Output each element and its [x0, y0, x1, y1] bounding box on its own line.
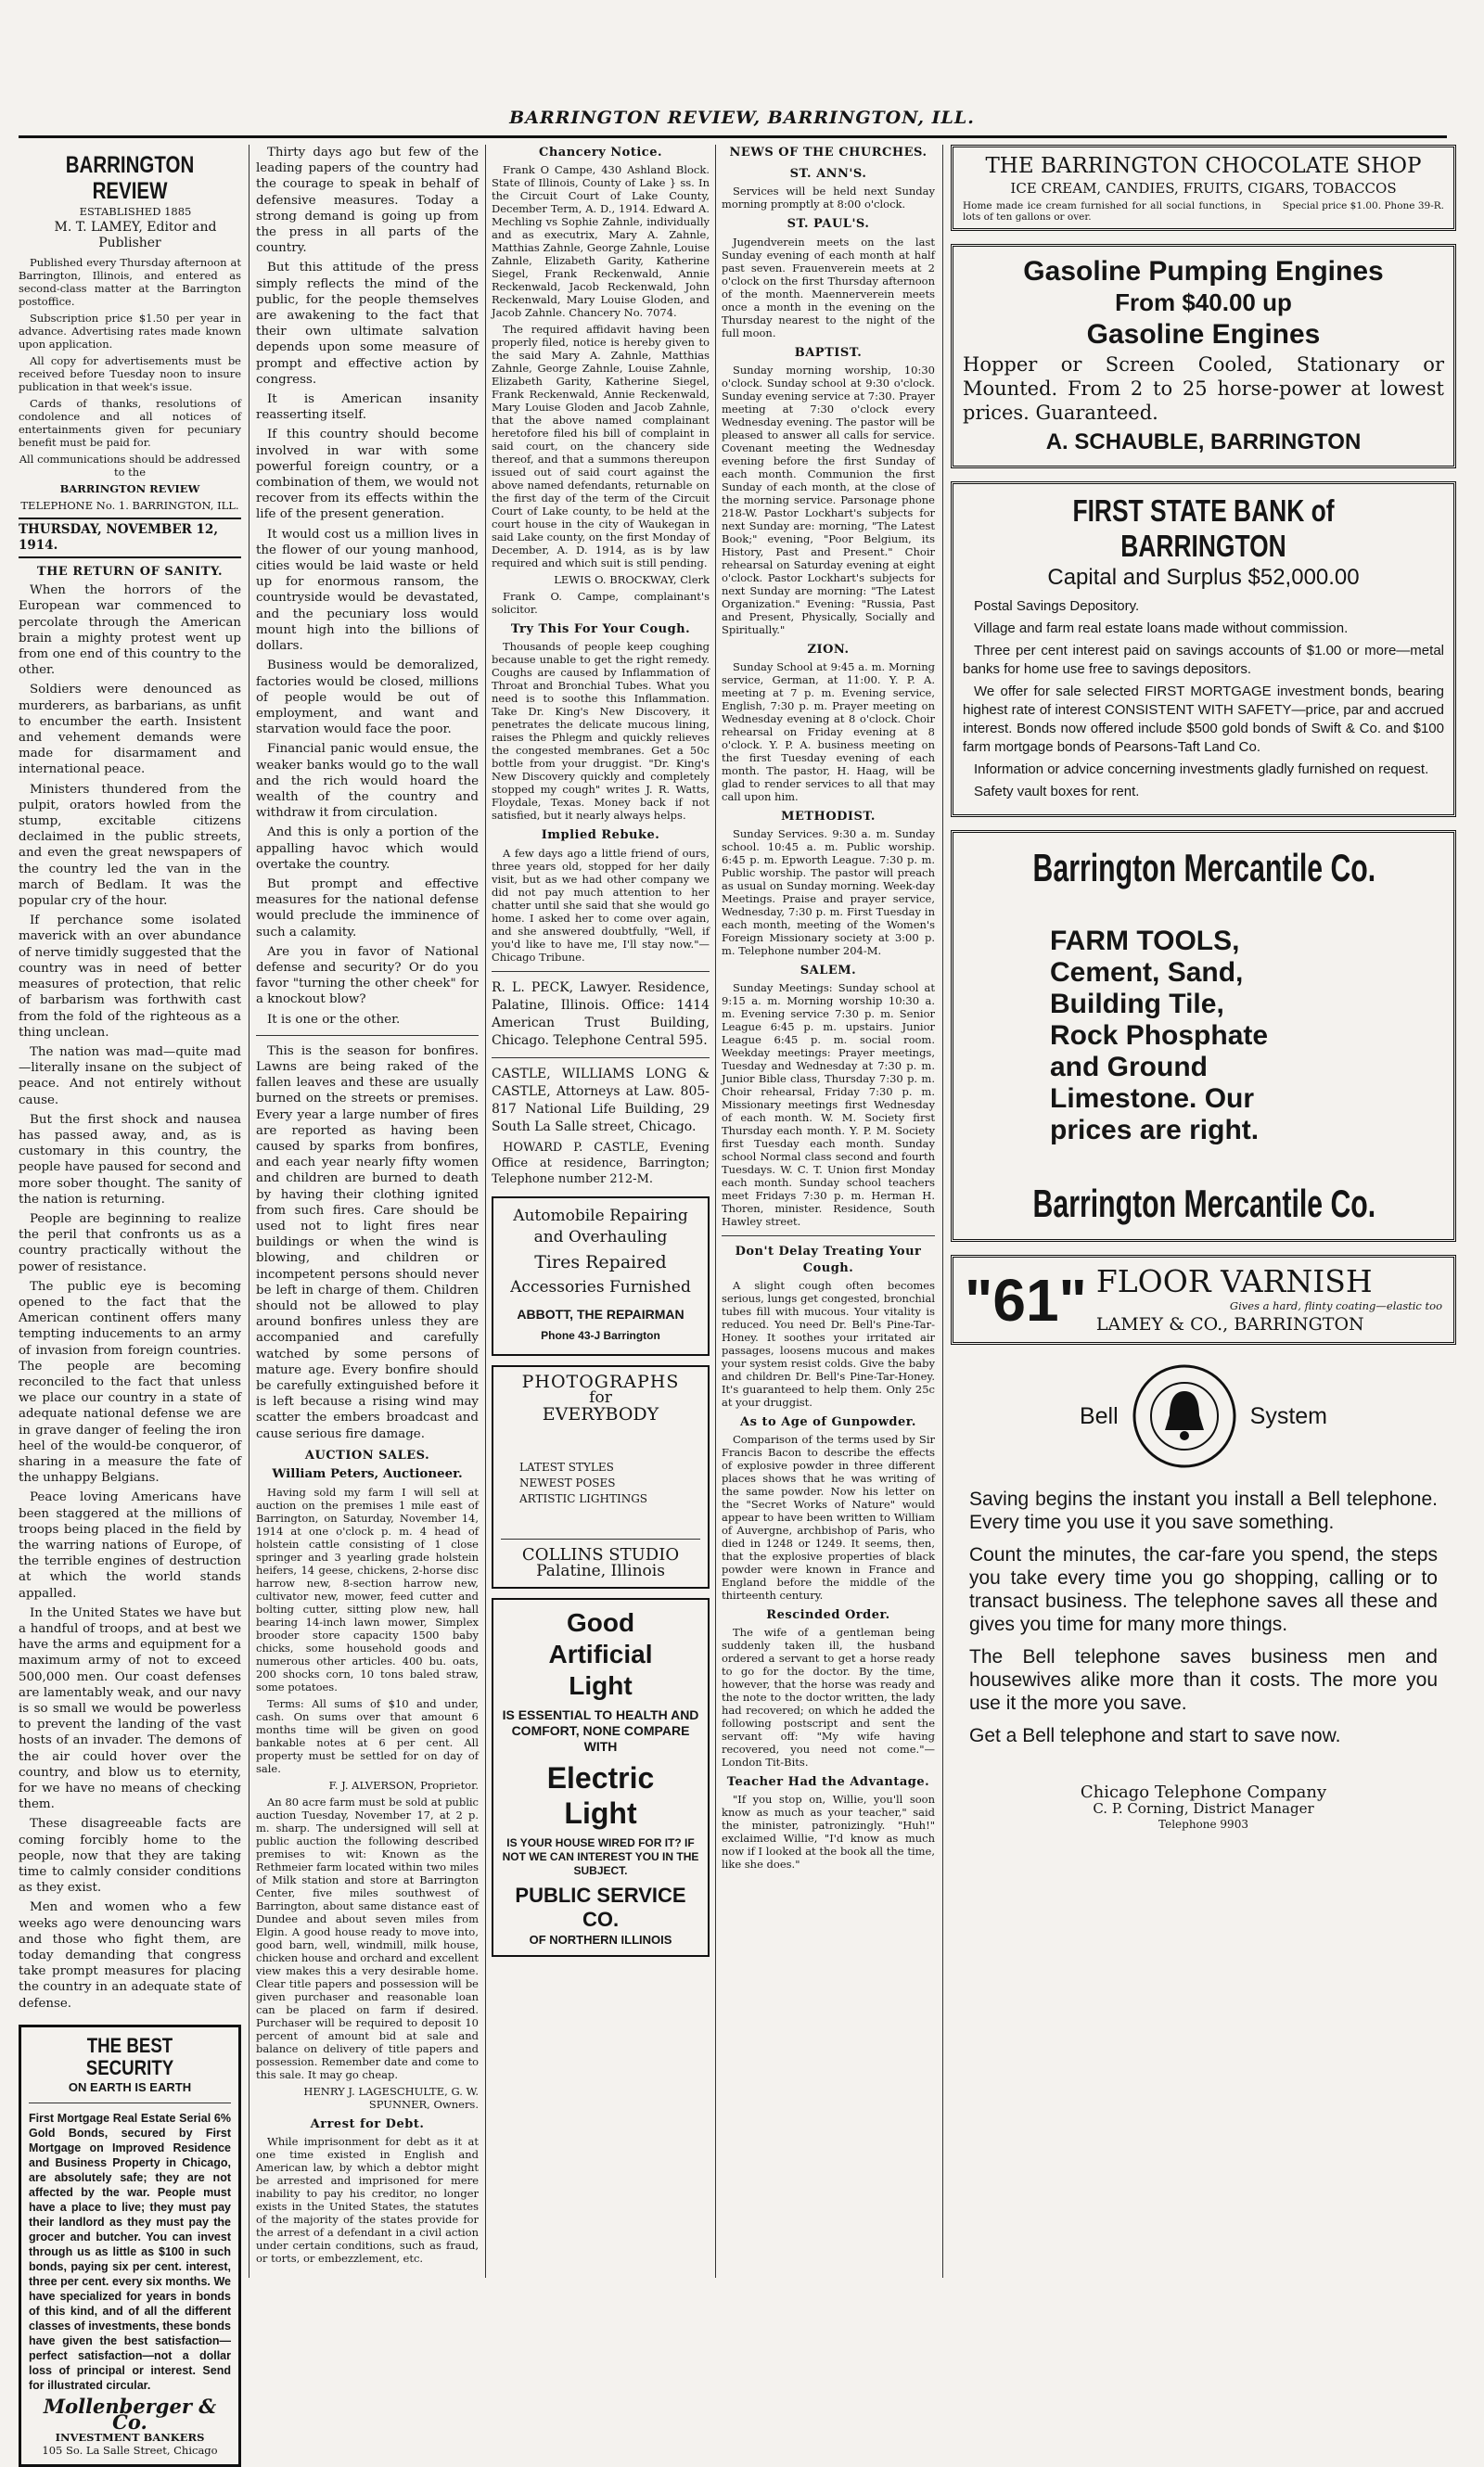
best-security-body: First Mortgage Real Estate Serial 6% Gold Bonds, secured by First Mortgage on Improved Residence and Business Property in Chicago, are absolutely safe; they are not affected by the war. People must have a place to live; they must pay their landlord as they must pay the grocer and butcher. You can invest through us as little as $100 in such bonds, paying six per cent. interest, three per cent. every six months. We have specialized for years in bonds of this kind, and of all the different classes of investments, these bonds have given the best satisfaction—perfect satisfaction—not a dollar loss of principal or interest. Send for illustrated circular. [29, 2112, 231, 2393]
collins-line-5: NEWEST POSES [519, 1476, 616, 1490]
collins-line-6: ARTISTIC LIGHTINGS [519, 1492, 648, 1506]
varnish-text [1096, 1265, 1442, 1335]
bell-p2: Count the minutes, the car-fare you spend, the steps you take every time you go shopping, calling or to transact business. The telephone saves all these and gives you time for many more things. [969, 1544, 1438, 1636]
best-security-firm: Mollenberger & Co. [43, 2395, 217, 2435]
column-2 [256, 145, 479, 2278]
auction-1-sign: F. J. ALVERSON, Proprietor. [328, 1779, 479, 1793]
chocolate-shop-title: THE BARRINGTON CHOCOLATE SHOP [985, 154, 1422, 178]
masthead-title: BARRINGTON REVIEW [65, 152, 195, 204]
collins-town: Palatine, Illinois [536, 1561, 665, 1580]
salem-body: Sunday Meetings: Sunday school at 9:15 a. m. Morning worship 10:30 a. m. Evening service 7:30 p. m. Senior League 6:45 p. m. upstairs. Junior League 6:45 p. m. social room. Weekday meetings: Prayer meetings, Tuesday and Wednesday at 7:30 p. m. Junior Bible class, Thursday 7:30 p. m. Choir rehearsal, Friday 7:30 p. m. Missionary meetings first Wednesday of each month. W. M. Society first Thursday each month. Y. P. M. Society first Tuesday each month. Sunday school Normal class second and fourth Tuesdays. W. C. T. Union first Monday each month. Sunday school teachers meet Fridays 7:30 p. m. Herman H. Thoren, minister. Residence, South Hawley street. [722, 981, 935, 1229]
editorial-cont-paragraph: Business would be demoralized, factories would be closed, millions of people would be out of employment, and want and starvation would face the poor. [256, 658, 479, 737]
electric-company-sub: OF NORTHERN ILLINOIS [529, 1932, 672, 1947]
peck-card: R. L. PECK, Lawyer. Residence, Palatine, Illinois. Office: 1414 American Trust Building, Chicago. Telephone Central 595. [492, 979, 710, 1048]
varnish-sub: Gives a hard, flinty coating—elastic too [1229, 1299, 1442, 1313]
castle-card-2: HOWARD P. CASTLE, Evening Office at residence, Barrington; Telephone number 212-M. [492, 1140, 710, 1187]
editorial-paragraph: Ministers thundered from the pulpit, orators howled from the stump, excitable citizens declaimed in the public streets, and even the great newspapers of the country led the van in the march of Bedlam. It was the popular cry of the hour. [19, 782, 241, 909]
editorial-cont-paragraph: Financial panic would ensue, the weaker banks would go to the wall and the rich would hoard the wealth of the country and withdraw it from circulation. [256, 742, 479, 821]
zion-body: Sunday School at 9:45 a. m. Morning service, German, at 11:00. Y. P. A. meeting at 7 p. m. Evening service, English, 7:30 p. m. Prayer meeting on Wednesday evening at 8 o'clock. Choir rehearsal on Friday evening at 8 o'clock. Y. P. A. business meeting on the first Tuesday evening of each month. The pastor, H. Haag, will be glad to render services to all that may call upon him. [722, 660, 935, 804]
best-security-title: THE BEST SECURITY [85, 2033, 174, 2079]
column-rule [942, 145, 943, 2278]
masthead-editor: M. T. LAMEY, Editor and Publisher [54, 220, 217, 251]
editorial-paragraph: In the United States we have but a handful of troops, and at best we have the arms and equipment for a maximum army of not to exceed 500,000 men. Our coast defenses are lamentably weak, and our navy is so small we would be powerless to prevent the landing of the vast hosts of an invader. The demons of the air could hover over the country, and blow us to eternity, for we have no means of checking them. [19, 1605, 241, 1812]
editorial-paragraph: The public eye is becoming opened to the fact that the American continent offers many tempting inducements to an army of invasion from foreign countries. The people are becoming reconciled to the fact that unless we place our country in a state of adequate national defense we are in grave danger of feeling the iron heel of the would-be conqueror, of sharing in a measure the fate of the unhappy Belgians. [19, 1279, 241, 1486]
column-4 [722, 145, 935, 2278]
chocolate-shop-small [963, 200, 1444, 223]
editorial-cont-paragraph: It would cost us a million lives in the flower of our young manhood, cities would be laid waste or held up for enormous ransom, the countryside would be devastated, and the pecuniary loss would mount high into the billions of dollars. [256, 527, 479, 654]
first-state-bank-ad [951, 481, 1456, 817]
collins-line-1: PHOTOGRAPHS [521, 1372, 680, 1393]
chancery-sign: LEWIS O. BROCKWAY, Clerk [554, 573, 710, 587]
gas-line-4: Hopper or Screen Cooled, Stationary or Mounted. From 2 to 25 horse-power at lowest prices. Guaranteed. [963, 353, 1444, 425]
section-divider [492, 1057, 710, 1058]
teacher-title: Teacher Had the Advantage. [726, 1775, 930, 1790]
varnish-row [965, 1265, 1442, 1335]
electric-line-6: Light [564, 1796, 637, 1830]
editorial-paragraph: If perchance some isolated maverick with an over abundance of nerve timidly suggested that the country was in need of better measures of protection, that relic of barbarism was forthwith cast from the fold of the righteous as a thing unclean. [19, 914, 241, 1040]
abbott-ad [492, 1196, 710, 1356]
editorial-cont-paragraph: And this is only a portion of the appalling havoc which would overtake the country. [256, 825, 479, 872]
varnish-number: "61" [965, 1266, 1087, 1334]
section-divider [492, 971, 710, 972]
editorial-paragraph: People are beginning to realize the peril that confronts us as a country practically without the power of resistance. [19, 1211, 241, 1274]
best-security-subtitle: ON EARTH IS EARTH [68, 2079, 192, 2094]
st-anns-body: Services will be held next Sunday morning promptly at 8:00 o'clock. [722, 185, 935, 211]
masthead-established: ESTABLISHED 1885 [79, 205, 192, 218]
st-pauls-heading: ST. PAUL'S. [787, 217, 870, 232]
mercantile-line-3: Building Tile, [1050, 989, 1224, 1020]
mercantile-line-2: Cement, Sand, [1050, 957, 1244, 989]
masthead-cards-notice: Cards of thanks, resolutions of condolence and all notices of entertainments given for pecuniary benefit must be paid for. [19, 396, 241, 449]
castle-card: CASTLE, WILLIAMS LONG & CASTLE, Attorneys at Law. 805-817 National Life Building, 29 South La Salle street, Chicago. [492, 1066, 710, 1134]
masthead-telephone: TELEPHONE No. 1. BARRINGTON, ILL. [20, 498, 239, 512]
auction-1-body: Having sold my farm I will sell at auction on the premises 1 mile east of Barrington, on Saturday, November 14, 1914 at one o'clock p. m. 4 head of holstein cattle consisting of 1 close springer and 3 yearling grade holstein heifers, 14 geese, chickens, 2-horse disc harrow new, 8-section harrow new, cultivator new, mower, feed cutter and bolting cutter, sitting plow new, hall bearing 14-inch lawn mower, Simplex brooder store capacity 1500 baby chicks, some household goods and numerous other articles. 400 bu. oats, 200 shocks corn, 10 tons baled straw, some potatoes. [256, 1486, 479, 1694]
abbott-line-3: Accessories Furnished [510, 1278, 691, 1297]
editorial-title: THE RETURN OF SANITY. [36, 565, 224, 580]
abbott-name: ABBOTT, THE REPAIRMAN [517, 1307, 684, 1323]
bell-p3: The Bell telephone saves business men and housewives alike more than it costs. The more you use it the more you save. [969, 1646, 1438, 1715]
abbott-phone: Phone 43-J Barrington [541, 1329, 660, 1343]
floor-varnish-ad [951, 1255, 1456, 1345]
rebuke-title: Implied Rebuke. [541, 828, 660, 843]
electric-line-1: Good [566, 1607, 635, 1637]
bank-p1: Postal Savings Depository. [974, 598, 1140, 615]
auction-subtitle: William Peters, Auctioneer. [272, 1466, 463, 1482]
editorial-paragraph: Soldiers were denounced as murderers, as barbarians, as unfit to encumber the earth. Insistent and vehement demands were made for disarmament and international peace. [19, 683, 241, 777]
churches-title: NEWS OF THE CHURCHES. [729, 146, 928, 160]
auction-2-sign: HENRY J. LAGESCHULTE, G. W. SPUNNER, Owners. [303, 2085, 479, 2112]
collins-line-4: LATEST STYLES [519, 1460, 614, 1474]
salem-heading: SALEM. [800, 964, 857, 978]
auction-1-terms: Terms: All sums of $10 and under, cash. On sums over that amount 6 months time will be given on good bankable notes at 6 per cent. All property must be settled for on day of sale. [256, 1697, 479, 1776]
issue-dateline: THURSDAY, NOVEMBER 12, 1914. [19, 518, 241, 558]
baptist-heading: BAPTIST. [794, 345, 863, 360]
section-divider [256, 1035, 479, 1036]
baptist-body: Sunday morning worship, 10:30 o'clock. Sunday school at 9:30 o'clock. Sunday evening service at 7:30. Prayer meeting at 7:30 o'clock every Wednesday evening. The pastor will be pleased to answer all calls for service. Covenant meeting the Wednesday evening before the first Sunday of each month. Communion the first Sunday of each month, at the close of the morning service. Parsonage phone 218-W. Pastor Lockhart's subjects for next Sunday are: morning, "The Latest Book;" evening, "Poor Belgium, its History, Past and Present." Choir rehearsal on Saturday evening at eight o'clock. Pastor Lockhart's subjects for next Sunday are morning: "The Latest Organization." Evening: "Russia, Past and Present, Physically, Socially and Spiritually." [722, 363, 935, 636]
chocolate-shop-small-right: Special price $1.00. Phone 39-R. [1282, 200, 1444, 212]
editorial-body [19, 582, 241, 2012]
bank-p6: Safety vault boxes for rent. [974, 784, 1140, 800]
bell-seal [1132, 1363, 1237, 1469]
arrest-body: While imprisonment for debt as it at one time existed in English and American law, by which a debtor might be arrested and imprisoned for mere inability to pay his creditor, no longer exists in the United States, the statutes of the majority of the states provide for the arrest of a defendant in a civil action under certain conditions, such as fraud, or torts, or embezzlement, etc. [256, 2135, 479, 2266]
chocolate-shop-sub: ICE CREAM, CANDIES, FRUITS, CIGARS, TOBACCOS [1010, 180, 1397, 197]
best-security-address: 105 So. La Salle Street, Chicago [42, 2443, 218, 2457]
bell-right: System [1249, 1402, 1328, 1429]
bonfire-paragraph: This is the season for bonfires. Lawns are being raked of the fallen leaves and these are usually burned on the streets or premises. Every year a large number of fires are reported as having been caused by sparks from bonfires, and each year nearly fifty women and children are burned to death by having their clothing ignited from such fires. Care should be used not to light fires near buildings or when the wind is blowing, and children or incompetent persons should never be left in charge of them. Children should not be allowed to play around bonfires unless they are accompanied and carefully watched by some persons of mature age. Every bonfire should be carefully extinguished before it is left because a rising wind may scatter the embers broadcast and cause serious fire damage. [256, 1043, 479, 1441]
chancery-solicitor: Frank O. Campe, complainant's solicitor. [492, 590, 710, 617]
masthead-address-name: BARRINGTON REVIEW [59, 481, 200, 495]
column-5-ads [951, 145, 1456, 2278]
masthead-copy-notice: All copy for advertisements must be received before Tuesday noon to insure publication in that week's issue. [19, 353, 241, 393]
editorial-cont-paragraph: It is one or the other. [267, 1012, 401, 1027]
bank-title: FIRST STATE BANK of BARRINGTON [1072, 493, 1335, 564]
editorial-paragraph: Peace loving Americans have been staggered at the millions of troops being placed in the field by the warring nations of Europe, of the terrible engines of destruction at which the world stands appalled. [19, 1490, 241, 1601]
bell-left: Bell [1079, 1402, 1119, 1429]
arrest-title: Arrest for Debt. [310, 2117, 425, 2132]
bell-manager: C. P. Corning, District Manager [1093, 1799, 1314, 1817]
gas-name: A. SCHAUBLE, BARRINGTON [1045, 429, 1362, 455]
ad-divider [501, 1539, 700, 1540]
methodist-body: Sunday Services. 9:30 a. m. Sunday school. 10:45 a. m. Public worship. 6:45 p. m. Epworth League. 7:30 p. m. Public worship. The pastor will preach as usual on Sunday morning. Week-day Meetings. Praise and prayer service, Wednesday, 7:30 p. m. First Tuesday in each month, meeting of the Women's Foreign Missionary society at 3:00 p. m. Telephone number 204-M. [722, 827, 935, 958]
varnish-title: FLOOR VARNISH [1095, 1263, 1373, 1300]
bell-p4: Get a Bell telephone and start to save now. [969, 1725, 1341, 1747]
bank-p2: Village and farm real estate loans made without commission. [974, 620, 1349, 637]
cough-body: Thousands of people keep coughing because unable to get the right remedy. Coughs are caused by Inflammation of Throat and Bronchial Tubes. What you need is to soothe this Inflammation. Take Dr. King's New Discovery, it penetrates the delicate mucous lining, raises the Phlegm and quickly relieves the congested membranes. Get a 50c bottle from your druggist. "Dr. King's New Discovery quickly and completely stopped my cough" writes J. R. Watts, Floydale, Texas. Money back if not satisfied, but it nearly always helps. [492, 640, 710, 823]
chocolate-shop-ad [951, 145, 1456, 231]
editorial-paragraph: The nation was mad—quite mad—literally insane on the subject of peace. And not entirely without cause. [19, 1044, 241, 1107]
running-head: BARRINGTON REVIEW, BARRINGTON, ILL. [509, 108, 975, 128]
abbott-line-2: Tires Repaired [534, 1252, 667, 1273]
masthead-subscription: Subscription price $1.50 per year in advance. Advertising rates made known upon application. [19, 311, 241, 351]
bell-phone: Telephone 9903 [1158, 1817, 1248, 1831]
bell-header [969, 1363, 1438, 1469]
editorial-paragraph: These disagreeable facts are coming forcibly home to the people, now that they are taking time to calmly consider conditions as they exist. [19, 1817, 241, 1896]
mercantile-line-1: FARM TOOLS, [1050, 926, 1240, 957]
header-rule [19, 135, 1447, 138]
teacher-body: "If you stop on, Willie, you'll soon know as much as your teacher," said the minister, patronizingly. "Huh!" exclaimed Willie, "I'd know as much now if I looked at the book all the time, like she does." [722, 1793, 935, 1872]
chancery-body: The required affidavit having been properly filed, notice is hereby given to the said Mary A. Zahnle, Matthias Zahnle, George Zahnle, Louise Zahnle, Elizabeth Garity, Katherine Siegel, Frank Reckenwald, Annie Reckenwald, Mary Louise Gloden and Jacob Zahnle, that the above named complainant heretofore filed his bill of complaint in said court, on the chancery side thereof, and that a summons thereupon issued out of said court against the above named defendants, returnable on the first day of the term of the Circuit Court of Lake county, to be held at the court house in the city of Waukegan in said Lake county, on the first Monday of December, A. D. 1914, as is by law required and which suit is still pending. [492, 323, 710, 570]
rescinded-body: The wife of a gentleman being suddenly taken ill, the husband ordered a servant to get a horse ready to go for the doctor. By the time, however, that the horse was ready and the note to the doctor written, the lady had recovered; on which he added the following postscript and sent the servant off: "My wife having recovered, you need not come."—London Tit-Bits. [722, 1626, 935, 1770]
collins-name: COLLINS STUDIO [521, 1545, 680, 1566]
auction-title: AUCTION SALES. [304, 1448, 430, 1463]
electric-company: PUBLIC SERVICE CO. [515, 1883, 686, 1931]
bell-system-ad [951, 1358, 1456, 1838]
editorial-paragraph: Men and women who a few weeks ago were denouncing wars and those who fight them, are today demanding that congress take prompt measures for placing the country in an adequate state of defense. [19, 1900, 241, 2011]
st-pauls-body: Jugendverein meets on the last Sunday evening of each month at half past seven. Frauenverein meets at 2 o'clock on the first Thursday afternoon of the month. Maennerverein meets once a month in the evening on the Thursday nearest to the night of the full moon. [722, 235, 935, 339]
editorial-cont-paragraph: But this attitude of the press simply reflects the mind of the public, for the people themselves are awakening to the fact that their own ultimate salvation depends upon some measure of prompt and effective action by congress. [256, 261, 479, 387]
cough2-body: A slight cough often becomes serious, lungs get congested, bronchial tubes fill with mucous. Your vitality is reduced. You need Dr. Bell's Pine-Tar-Honey. It soothes your irritated air passages, loosens mucous and makes your system resist colds. Give the baby and children Dr. Bell's Pine-Tar-Honey. It's guaranteed to help them. Only 25c at your druggist. [722, 1278, 935, 1409]
collins-line-3: EVERYBODY [542, 1403, 659, 1425]
gas-line-1: Gasoline Pumping Engines [1023, 256, 1384, 288]
gunpowder-body: Comparison of the terms used by Sir Francis Bacon to describe the effects of explosive powder in three different places shows that he was writing of the same powder. Now his letter on the "Secret Works of Nature" would appear to have been written to William of Auvergne, archbishop of Paris, who died in 1248 or 1249. It seems, then, that the explosive properties of black powder were known in France and England before the middle of the thirteenth century. [722, 1433, 935, 1603]
editorial-paragraph: But the first shock and nausea has passed away, and, as is customary in this country, the people have paused for second and more sober thought. The sanity of the nation is returning. [19, 1112, 241, 1207]
electric-line-2: Artificial [548, 1639, 653, 1668]
electric-line-5: Electric [546, 1760, 655, 1795]
electric-line-7: IS YOUR HOUSE WIRED FOR IT? IF NOT WE CAN INTEREST YOU IN THE SUBJECT. [502, 1835, 699, 1877]
mercantile-ad [951, 830, 1456, 1242]
section-divider [722, 1235, 935, 1236]
editorial-cont-paragraph: Are you in favor of National defense and security? Or do you favor "turning the other cheek" for a knockout blow? [256, 944, 479, 1007]
gas-line-3: Gasoline Engines [1086, 319, 1321, 351]
best-security-ad [19, 2025, 241, 2467]
gasoline-engines-ad [951, 244, 1456, 468]
abbott-line-1: Automobile Repairing and Overhauling [513, 1207, 688, 1247]
column-3 [492, 145, 710, 2278]
rebuke-body: A few days ago a little friend of ours, three years old, stopped for her daily visit, but as we had other company we did not pay much attention to her chatter until she said that she would go home. I asked her to come over again, and she answered doubtfully, "Well, if you'd like to have me, I'll stay now."—Chicago Tribune. [492, 846, 710, 964]
chancery-lines: Frank O Campe, 430 Ashland Block. State of Illinois, County of Lake } ss. In the Circuit Court of Lake County, December Term, A. D., 1914. Edward A. Mechling vs Sophie Zahnle, individually and as executrix, Mary A. Zahnle, Matthias Zahnle, George Zahnle, Louise Zahnle, Elizabeth Garity, Katherine Siegel, Frank Reckenwald, Annie Reckenwald, Jacob Reckenwald, John Reckenwald, Mary Louise Gloden, and Jacob Zahnle. Chancery No. 7074. [492, 163, 710, 320]
editorial-cont-paragraph: If this country should become involved in war with some powerful foreign country, or a combination of them, we would not recover from its effects within the life of the present generation. [256, 428, 479, 522]
editorial-cont-paragraph: It is American insanity reasserting itself. [256, 392, 479, 423]
mercantile-line-4: Rock Phosphate [1050, 1020, 1269, 1052]
mercantile-title: Barrington Mercantile Co. [1032, 846, 1376, 890]
chocolate-shop-small-left: Home made ice cream furnished for all social functions, in lots of ten gallons or over. [963, 200, 1261, 224]
column-1 [19, 145, 241, 2457]
cough-title: Try This For Your Cough. [510, 622, 691, 637]
masthead-published: Published every Thursday afternoon at Barrington, Illinois, and entered as second-class matter at the Barrington postoffice. [19, 255, 241, 308]
electric-light-ad [492, 1598, 710, 1957]
st-anns-heading: ST. ANN'S. [789, 167, 867, 182]
auction-2-body: An 80 acre farm must be sold at public auction Tuesday, November 17, at 2 p. m. sharp. The undersigned will sell at public auction the following described premises to wit: Known as the Rethmeier farm located within two miles of Milk station and store at Barrington Center, five miles southwest of Barrington, about same distance east of Dundee and about seven miles from Elgin. A good house ready to move into, good barn, well, windmill, milk house, chicken house and orchard and excellent view makes this a very desirable home. Clear title papers and possession will be given purchaser and reasonable loan can be placed on farm if desired. Purchaser will be required to deposit 10 percent of amount bid at sale and balance on delivery of title papers and possession. Remember date and come to this sale. It may go cheap. [256, 1796, 479, 2082]
collins-line-2: for [589, 1388, 612, 1408]
rescinded-title: Rescinded Order. [766, 1608, 890, 1623]
mercantile-title-2: Barrington Mercantile Co. [1032, 1182, 1376, 1226]
mercantile-line-7: prices are right. [1050, 1115, 1260, 1146]
methodist-heading: METHODIST. [781, 810, 876, 824]
editorial-cont-paragraph: Thirty days ago but few of the leading papers of the country had the courage to speak in behalf of defensive measures. Today a strong demand is going up from the press in all parts of the country. [256, 146, 479, 256]
bell-p1: Saving begins the instant you install a Bell telephone. Every time you use it you save something. [969, 1489, 1438, 1534]
editorial-cont-paragraph: But prompt and effective measures for the national defense would preclude the imminence of such a calamity. [256, 876, 479, 940]
varnish-firm: LAMEY & CO., BARRINGTON [1095, 1314, 1364, 1336]
bank-capital: Capital and Surplus $52,000.00 [1047, 565, 1360, 591]
bank-p5: Information or advice concerning investments gladly furnished on request. [974, 761, 1429, 778]
gas-line-2: From $40.00 up [1115, 288, 1292, 317]
mercantile-list [1050, 926, 1440, 1146]
bell-seal-text [1132, 1363, 1237, 1469]
column-rule [485, 145, 486, 2278]
cough2-title: Don't Delay Treating Your Cough. [735, 1245, 922, 1275]
bank-p4: We offer for sale selected FIRST MORTGAGE investment bonds, bearing highest rate of interest CONSISTENT WITH SAFETY—price, par and accrued interest. Bonds now offered include $500 gold bonds of Swift & Co. and $100 farm mortgage bonds of Pearsons-Taft Land Co. [963, 684, 1444, 756]
masthead-address-notice: All communications should be addressed to the [19, 452, 241, 479]
mercantile-line-5: and Ground [1050, 1052, 1208, 1083]
gunpowder-title: As to Age of Gunpowder. [740, 1414, 916, 1429]
editorial-paragraph: When the horrors of the European war commenced to percolate through the American brain a mighty protest went up from one end of this country to the other. [19, 583, 241, 678]
electric-line-4: IS ESSENTIAL TO HEALTH AND COMFORT, NONE COMPARE WITH [502, 1706, 699, 1754]
electric-line-3: Light [569, 1670, 633, 1700]
bell-company: Chicago Telephone Company [1080, 1783, 1327, 1803]
zion-heading: ZION. [807, 642, 850, 657]
chancery-title: Chancery Notice. [539, 146, 662, 160]
collins-ad [492, 1365, 710, 1589]
mercantile-line-6: Limestone. Our [1050, 1083, 1255, 1115]
bank-p3: Three per cent interest paid on savings accounts of $1.00 or more—metal banks for home use free to savings depositors. [963, 643, 1444, 678]
best-security-firm-sub: INVESTMENT BANKERS [55, 2430, 205, 2444]
column-rule [715, 145, 716, 2278]
